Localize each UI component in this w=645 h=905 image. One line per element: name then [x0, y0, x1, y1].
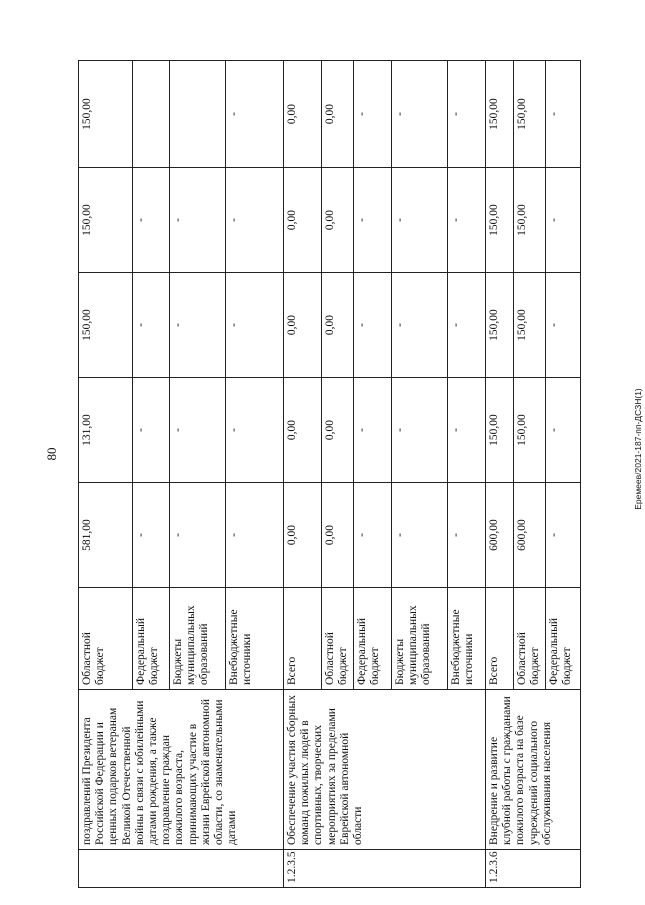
value-year-1: - — [546, 378, 581, 483]
document-code: Еремеев/2021-187-пп-ДСЗН(1) — [633, 388, 643, 510]
value-year-1: - — [170, 378, 226, 483]
row-number: 1.2.3.6 — [486, 850, 581, 888]
value-total: - — [226, 483, 284, 588]
value-year-4: 0,00 — [322, 61, 354, 168]
value-total: - — [133, 483, 170, 588]
value-year-4: - — [354, 61, 392, 168]
value-year-4: 150,00 — [486, 61, 514, 168]
table-row — [486, 61, 514, 888]
value-year-3: - — [354, 168, 392, 273]
value-total: 600,00 — [514, 483, 546, 588]
value-year-4: 0,00 — [284, 61, 322, 168]
value-year-2: 150,00 — [486, 273, 514, 378]
table-row — [79, 61, 133, 888]
value-year-3: - — [133, 168, 170, 273]
value-year-3: 150,00 — [79, 168, 133, 273]
value-year-3: 0,00 — [284, 168, 322, 273]
value-year-2: - — [354, 273, 392, 378]
value-year-1: 131,00 — [79, 378, 133, 483]
value-total: 600,00 — [486, 483, 514, 588]
value-year-1: 0,00 — [284, 378, 322, 483]
value-year-1: - — [392, 378, 448, 483]
value-year-1: - — [354, 378, 392, 483]
value-year-2: 150,00 — [79, 273, 133, 378]
value-year-2: 150,00 — [514, 273, 546, 378]
value-year-2: - — [392, 273, 448, 378]
funding-source: Внебюджетные источники — [448, 588, 486, 690]
value-total: - — [448, 483, 486, 588]
funding-source: Областной бюджет — [322, 588, 354, 690]
value-year-3: - — [170, 168, 226, 273]
value-year-2: - — [170, 273, 226, 378]
value-year-4: 150,00 — [79, 61, 133, 168]
value-year-3: 0,00 — [322, 168, 354, 273]
value-year-1: - — [133, 378, 170, 483]
value-year-1: 0,00 — [322, 378, 354, 483]
activity-name: поздравлений Президента Российской Федерации и ценных подарков ветеранам Великой Отечественной войны в связи с юбилейными датами рождения, а также поздравление граждан пожилого возраста, принимающих участие в жизни Еврейской автономной области, со знаменательными датами — [79, 690, 284, 850]
page-number: 80 — [44, 447, 59, 461]
funding-source: Бюджеты муниципальных образований — [392, 588, 448, 690]
value-year-3: 150,00 — [486, 168, 514, 273]
table-body — [79, 61, 581, 888]
value-year-3: - — [392, 168, 448, 273]
funding-source: Бюджеты муниципальных образований — [170, 588, 226, 690]
value-year-4: - — [226, 61, 284, 168]
activity-name: Внедрение и развитие клубной работы с гражданами пожилого возраста на базе учреждений социального обслуживания населения — [486, 690, 581, 850]
value-year-2: - — [133, 273, 170, 378]
value-year-3: - — [226, 168, 284, 273]
funding-source: Областной бюджет — [79, 588, 133, 690]
value-year-3: 150,00 — [514, 168, 546, 273]
funding-source: Всего — [486, 588, 514, 690]
funding-source: Федеральный бюджет — [546, 588, 581, 690]
value-total: 0,00 — [322, 483, 354, 588]
value-year-1: - — [448, 378, 486, 483]
row-number — [79, 850, 284, 888]
program-table — [78, 60, 581, 888]
row-number: 1.2.3.5 — [284, 850, 486, 888]
value-year-2: - — [448, 273, 486, 378]
value-year-4: 150,00 — [514, 61, 546, 168]
program-table-rotated — [78, 61, 580, 888]
value-year-1: 150,00 — [514, 378, 546, 483]
value-year-4 — [170, 61, 226, 168]
value-year-4: - — [448, 61, 486, 168]
value-year-1: - — [226, 378, 284, 483]
value-year-1: 150,00 — [486, 378, 514, 483]
value-total: - — [546, 483, 581, 588]
funding-source: Внебюджетные источники — [226, 588, 284, 690]
value-year-2: - — [546, 273, 581, 378]
value-total: - — [392, 483, 448, 588]
value-year-4: - — [546, 61, 581, 168]
funding-source: Областной бюджет — [514, 588, 546, 690]
funding-source: Федеральный бюджет — [133, 588, 170, 690]
value-total: - — [170, 483, 226, 588]
value-total: 581,00 — [79, 483, 133, 588]
activity-name: Обеспечение участия сборных команд пожилых людей в спортивных, творческих мероприятиях за пределами Еврейской автономной области — [284, 690, 486, 850]
table-row — [284, 61, 322, 888]
value-year-4 — [133, 61, 170, 168]
value-year-2: 0,00 — [322, 273, 354, 378]
value-year-2: 0,00 — [284, 273, 322, 378]
funding-source: Федеральный бюджет — [354, 588, 392, 690]
value-year-4: - — [392, 61, 448, 168]
value-year-2: - — [226, 273, 284, 378]
value-year-3: - — [448, 168, 486, 273]
value-year-3: - — [546, 168, 581, 273]
value-total: 0,00 — [284, 483, 322, 588]
funding-source: Всего — [284, 588, 322, 690]
value-total: - — [354, 483, 392, 588]
